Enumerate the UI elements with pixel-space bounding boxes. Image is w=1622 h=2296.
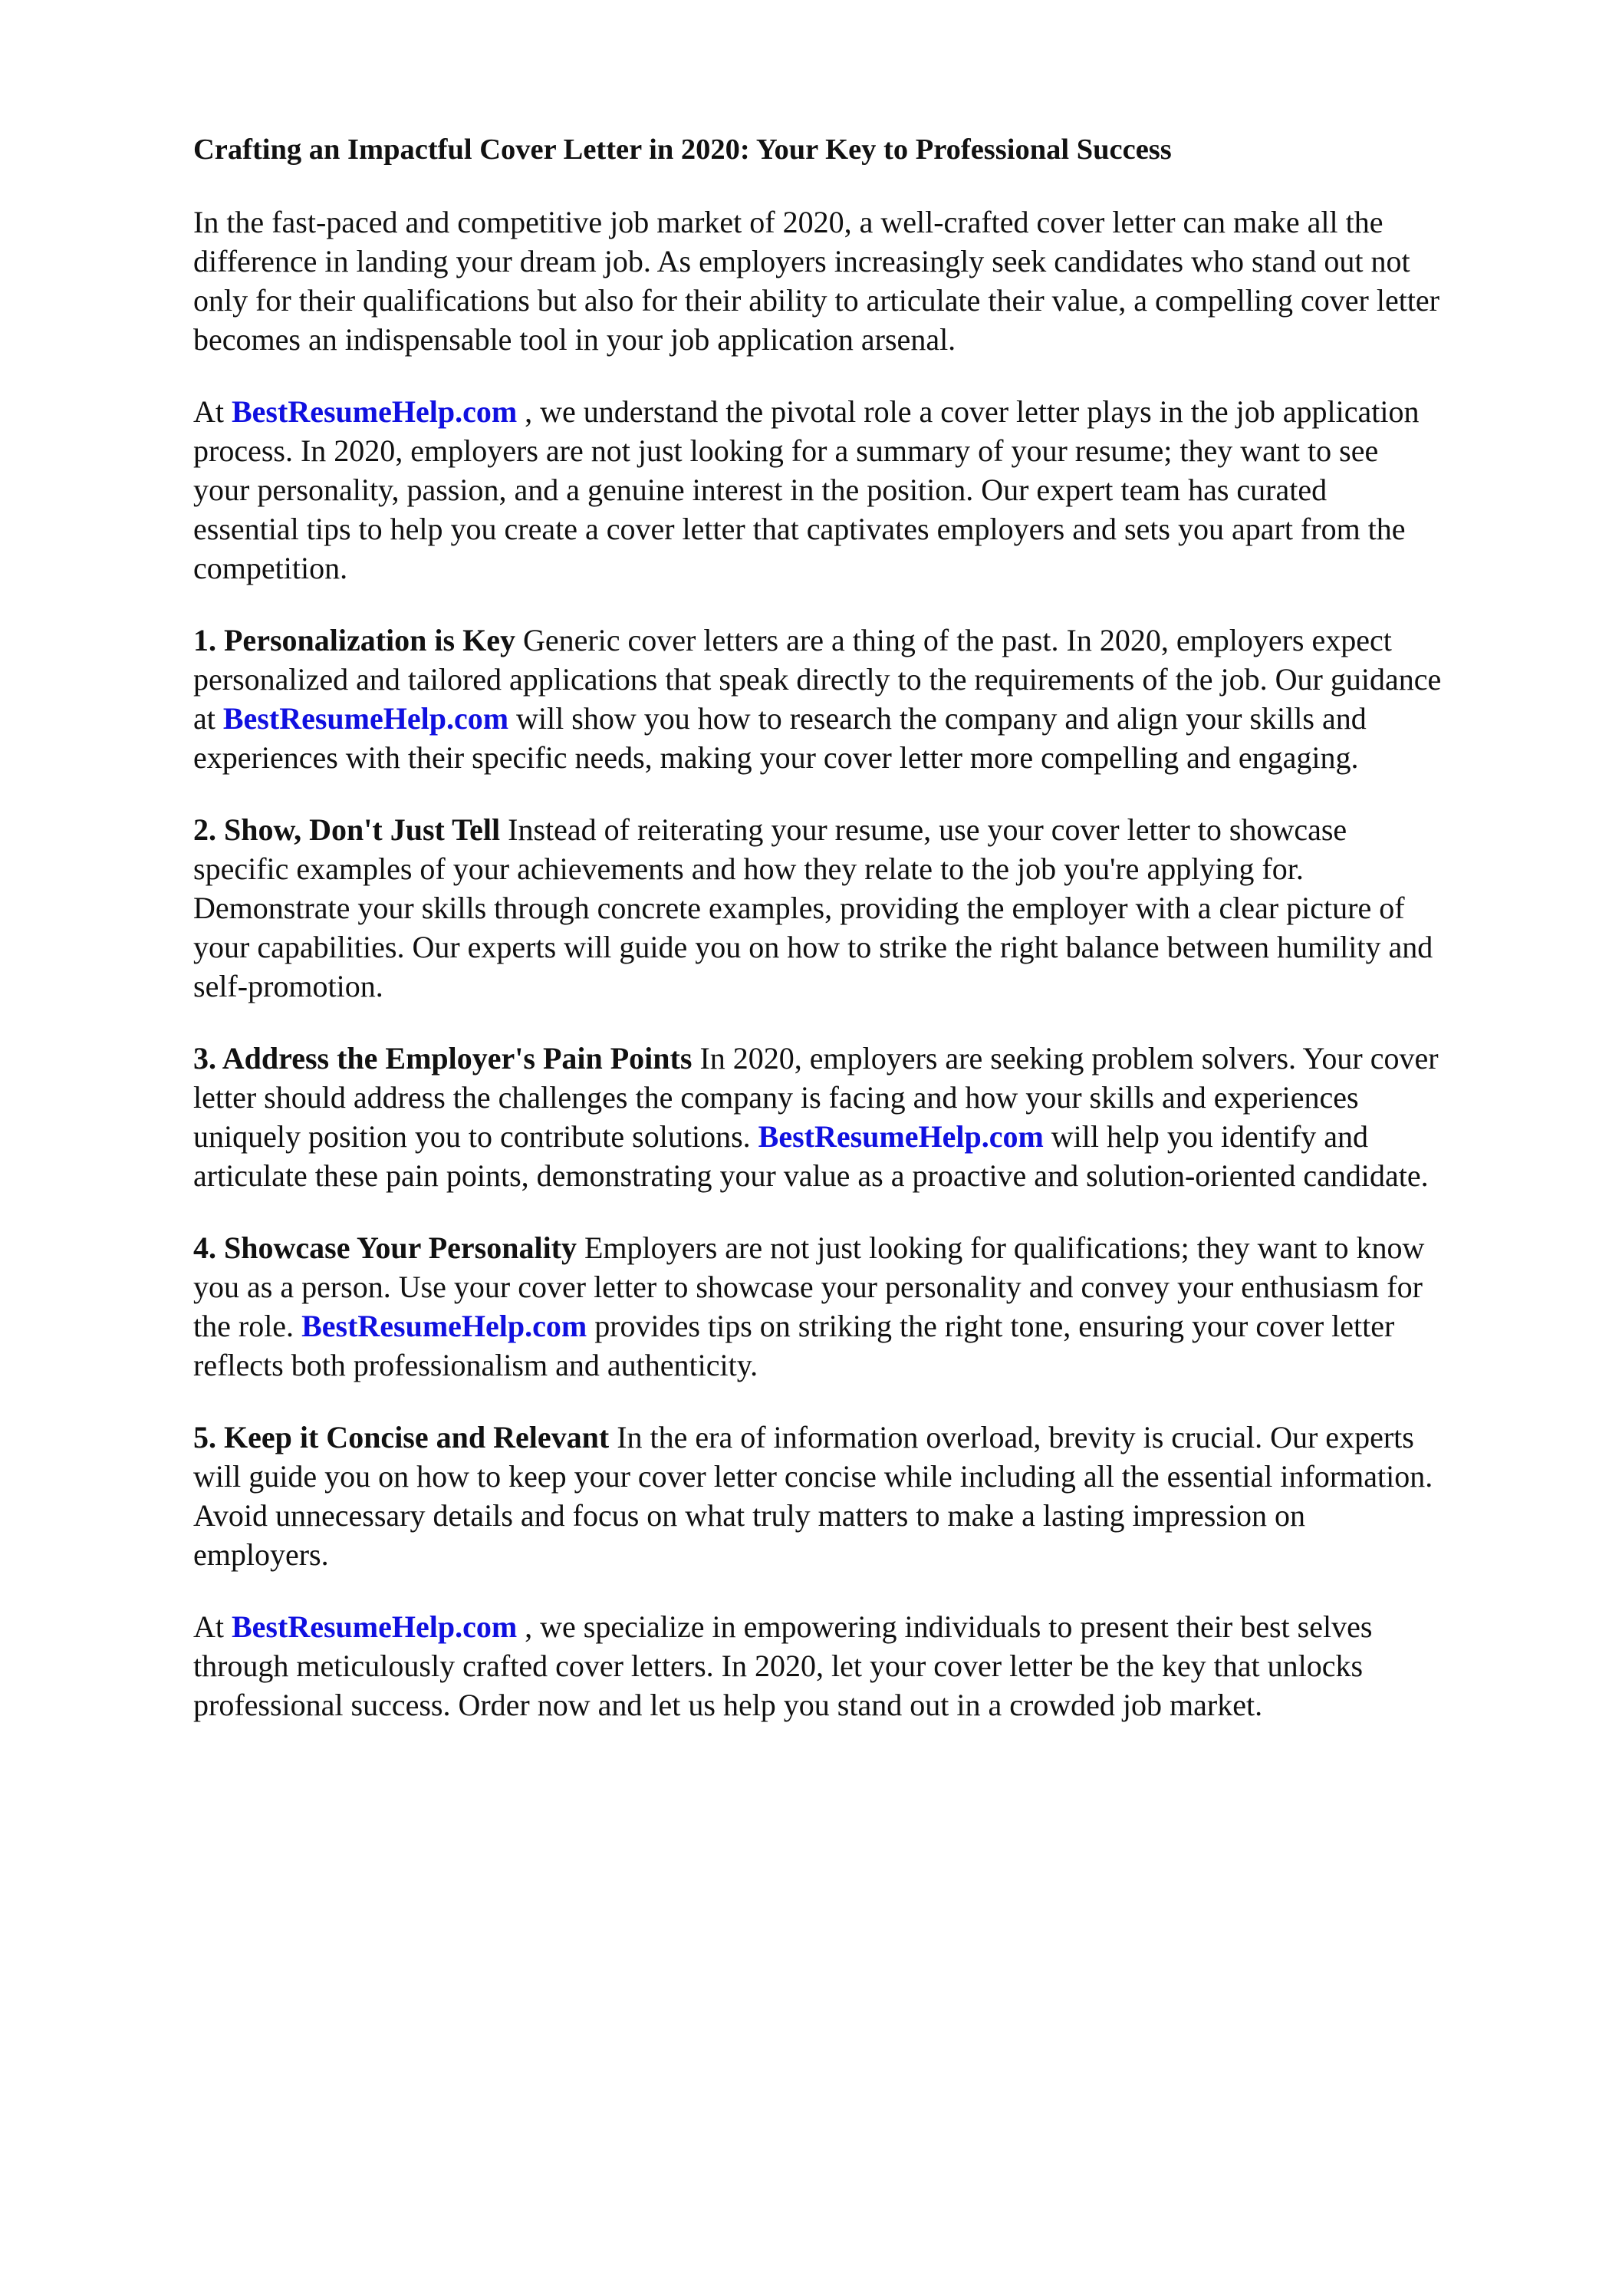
text-line [193,203,1543,242]
tip-heading: 3. Address the Employer's Pain Points [193,1041,693,1076]
body-text: Avoid unnecessary details and focus on what truly matters to make a lasting impression on [193,1498,1306,1533]
body-text: your personality, passion, and a genuine interest in the position. Our expert team has curated [193,473,1328,507]
body-text: self-promotion. [193,969,383,1003]
tip-heading: 2. Show, Don't Just Tell [193,812,501,847]
body-text: employers. [193,1537,329,1572]
tip-4-paragraph [193,1228,1543,1385]
text-line [193,1607,1543,1646]
text-line [193,1346,1543,1385]
body-text: provides tips on striking the right tone, ensuring your cover letter [587,1309,1395,1343]
text-line [193,967,1543,1006]
text-line [193,660,1543,699]
bestresumehelp-link[interactable]: BestResumeHelp.com [232,394,518,429]
body-text: , we specialize in empowering individuals to present their best selves [517,1609,1373,1644]
text-line [193,509,1543,548]
body-text: In 2020, employers are seeking problem solvers. Your cover [692,1041,1439,1076]
text-line [193,927,1543,967]
text-line [193,320,1543,359]
tip-heading: 5. Keep it Concise and Relevant [193,1420,610,1454]
text-line [193,1306,1543,1346]
body-text: , we understand the pivotal role a cover letter plays in the job application [517,394,1420,429]
tip-5-paragraph [193,1418,1543,1574]
text-line [193,548,1543,588]
text-line [193,1535,1543,1574]
text-line [193,1039,1543,1078]
text-line [193,470,1543,509]
body-text: uniquely position you to contribute solutions. [193,1119,758,1154]
body-text: you as a person. Use your cover letter to showcase your personality and convey your enthusiasm for [193,1270,1423,1304]
text-line [193,699,1543,738]
document-body [193,203,1543,1724]
bestresumehelp-link[interactable]: BestResumeHelp.com [232,1609,518,1644]
body-text: At [193,394,232,429]
text-line [193,621,1543,660]
text-line [193,431,1543,470]
text-line [193,810,1543,849]
body-text: becomes an indispensable tool in your job application arsenal. [193,322,956,357]
body-text: will help you identify and [1043,1119,1369,1154]
body-text: process. In 2020, employers are not just looking for a summary of your resume; they want to see [193,433,1379,468]
closing-paragraph [193,1607,1543,1724]
body-text: through meticulously crafted cover letters. In 2020, let your cover letter be the key that unlocks [193,1649,1364,1683]
body-text: At [193,1609,232,1644]
bestresumehelp-link[interactable]: BestResumeHelp.com [222,701,509,736]
body-text: letter should address the challenges the company is facing and how your skills and experiences [193,1080,1359,1115]
body-text: reflects both professionalism and authenticity. [193,1348,758,1382]
text-line [193,1267,1543,1306]
tip-2-paragraph [193,810,1543,1006]
text-line [193,1117,1543,1156]
document-page [193,130,1543,1757]
document-title: Crafting an Impactful Cover Letter in 2020: Your Key to Professional Success [193,133,1172,166]
body-text: Employers are not just looking for qualifications; they want to know [577,1230,1425,1265]
text-line [193,1496,1543,1535]
text-line [193,1418,1543,1457]
text-line [193,888,1543,927]
bestresumehelp-link[interactable]: BestResumeHelp.com [758,1119,1044,1154]
body-text: In the fast-paced and competitive job market of 2020, a well-crafted cover letter can make all the [193,205,1383,239]
body-text: specific examples of your achievements and how they relate to the job you're applying for. [193,852,1304,886]
text-line [193,392,1543,431]
tip-heading: 1. Personalization is Key [193,623,515,657]
body-text: your capabilities. Our experts will guide you on how to strike the right balance between humility and [193,930,1433,964]
about-paragraph [193,392,1543,588]
text-line [193,1228,1543,1267]
body-text: only for their qualifications but also for their ability to articulate their value, a compelling cover letter [193,283,1439,318]
text-line [193,1156,1543,1195]
body-text: Generic cover letters are a thing of the past. In 2020, employers expect [515,623,1392,657]
body-text: experiences with their specific needs, making your cover letter more compelling and engaging. [193,740,1359,775]
body-text: professional success. Order now and let us help you stand out in a crowded job market. [193,1688,1263,1722]
body-text: the role. [193,1309,302,1343]
body-text: essential tips to help you create a cover letter that captivates employers and sets you apart from the [193,512,1406,546]
body-text: will guide you on how to keep your cover letter concise while including all the essential information. [193,1459,1433,1494]
body-text: In the era of information overload, brevity is crucial. Our experts [609,1420,1414,1454]
tip-1-paragraph [193,621,1543,777]
text-line [193,738,1543,777]
body-text: articulate these pain points, demonstrating your value as a proactive and solution-oriented candidate. [193,1158,1429,1193]
text-line [193,281,1543,320]
intro-paragraph [193,203,1543,359]
body-text: difference in landing your dream job. As employers increasingly seek candidates who stand out not [193,244,1410,278]
text-line [193,1457,1543,1496]
text-line [193,1078,1543,1117]
tip-heading: 4. Showcase Your Personality [193,1230,577,1265]
text-line [193,1646,1543,1685]
text-line [193,242,1543,281]
body-text: will show you how to research the company and align your skills and [508,701,1367,736]
body-text: Demonstrate your skills through concrete examples, providing the employer with a clear picture of [193,891,1405,925]
body-text: personalized and tailored applications that speak directly to the requirements of the job. Our guidance [193,662,1442,697]
text-line [193,1685,1543,1724]
body-text: competition. [193,551,348,585]
body-text: at [193,701,223,736]
body-text: Instead of reiterating your resume, use your cover letter to showcase [500,812,1347,847]
text-line [193,849,1543,888]
bestresumehelp-link[interactable]: BestResumeHelp.com [301,1309,587,1343]
tip-3-paragraph [193,1039,1543,1195]
